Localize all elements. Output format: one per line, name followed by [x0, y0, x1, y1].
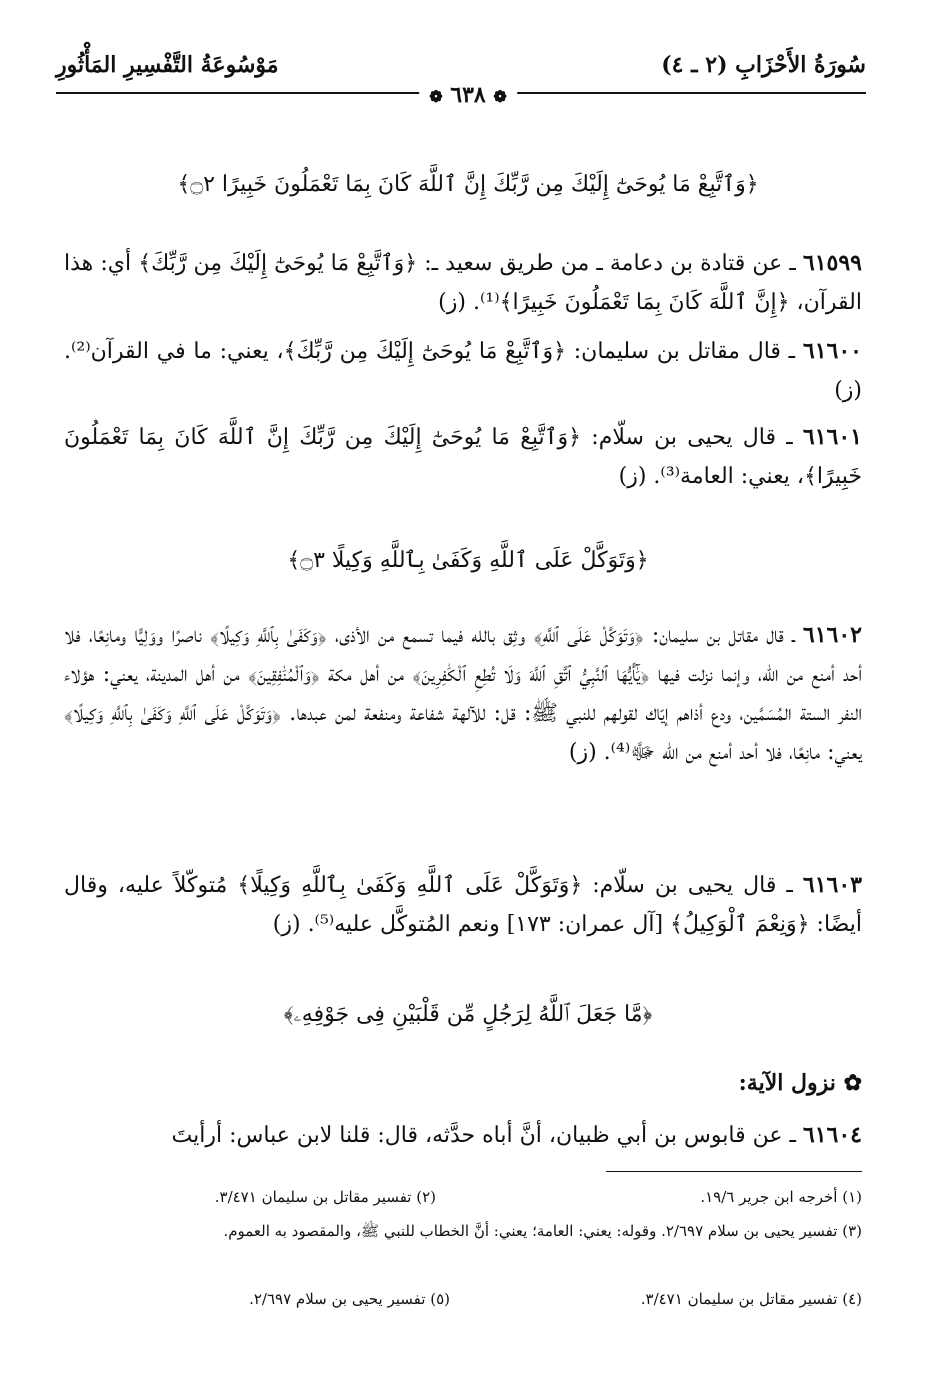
footnote-3: (٣) تفسير يحيى بن سلام ٢/٦٩٧. وقوله: يعني: العامة؛ يعني: أنَّ الخطاب للنبي ﷺ، والمقصود به العموم.: [223, 1222, 862, 1240]
narration-text: ـ عن قتادة بن دعامة ـ من طريق سعيد ـ: ﴿وَٱتَّبِعْ مَا يُوحَىٰٓ إِلَيْكَ مِن رَّبِّكَ﴾ أي: هذا القرآن، ﴿إِنَّ ٱللَّهَ كَانَ بِمَا تَعْمَلُونَ خَبِيرًا﴾⁽¹⁾. (ز): [64, 251, 862, 315]
ornament-icon: ❁: [493, 87, 507, 106]
footnote-5: (٥) تفسير يحيى بن سلام ٢/٦٩٧.: [249, 1290, 450, 1308]
section-heading: [739, 1064, 862, 1103]
narration-number: ٦١٦٠٣: [802, 872, 862, 898]
narration-text: ـ قال مقاتل بن سليمان: ﴿وَٱتَّبِعْ مَا يُوحَىٰٓ إِلَيْكَ مِن رَّبِّكَ﴾، يعني: ما في القرآن⁽²⁾. (ز): [64, 339, 862, 403]
narration-61603: [64, 866, 862, 944]
quran-verse: ﴿وَتَوَكَّلْ عَلَى ٱللَّهِ وَكَفَىٰ بِٱللَّهِ وَكِيلًا ۝٣﴾: [287, 548, 649, 573]
narration-61601: [64, 418, 862, 496]
footnote-rule: [606, 1171, 862, 1172]
page-number-box: [419, 82, 517, 108]
ornament-icon: ❁: [429, 87, 443, 106]
narration-number: ٦١٦٠١: [802, 424, 862, 450]
book-title: مَوْسُوعَةُ التَّفْسِيرِ المَأْثُورِ: [56, 52, 279, 78]
narration-number: ٦١٥٩٩: [802, 250, 862, 276]
narration-61602: [64, 616, 862, 772]
narration-number: ٦١٦٠٢: [802, 622, 862, 648]
narration-61600: [64, 332, 862, 410]
narration-text: ـ قال يحيى بن سلّام: ﴿وَٱتَّبِعْ مَا يُوحَىٰٓ إِلَيْكَ مِن رَّبِّكَ إِنَّ ٱللَّهَ كَانَ بِمَا تَعْمَلُونَ خَبِيرًا﴾، يعني: العامة⁽³⁾. (ز): [64, 425, 862, 489]
page-number: ٦٣٨: [450, 82, 486, 108]
section-heading-text: نزول الآية:: [738, 1070, 836, 1096]
narration-text: ـ قال يحيى بن سلّام: ﴿وَتَوَكَّلْ عَلَى ٱللَّهِ وَكَفَىٰ بِٱللَّهِ وَكِيلًا﴾ مُتوكّلاً عليه، وقال أيضًا: ﴿وَنِعْمَ ٱلْوَكِيلُ﴾ [آل عمران: ١٧٣] ونعم المُتوكَّل عليه⁽⁵⁾. (ز): [64, 873, 862, 937]
quran-verse: ﴿مَّا جَعَلَ ٱللَّهُ لِرَجُلٍ مِّن قَلْبَيْنِ فِى جَوْفِهِۦ﴾: [283, 1002, 653, 1027]
flower-ornament-icon: ✿: [843, 1070, 862, 1096]
quran-verse: ﴿وَٱتَّبِعْ مَا يُوحَىٰٓ إِلَيْكَ مِن رَّبِّكَ إِنَّ ٱللَّهَ كَانَ بِمَا تَعْمَلُونَ خَبِيرًا ۝٢﴾: [177, 172, 759, 197]
surah-title: سُورَةُ الأَحْزَابِ (٢ ـ ٤): [661, 52, 866, 78]
narration-61604: [64, 1116, 862, 1155]
footnote-4: (٤) تفسير مقاتل بن سليمان ٣/٤٧١.: [640, 1290, 862, 1308]
narration-number: ٦١٦٠٤: [802, 1122, 862, 1148]
narration-61599: [64, 244, 862, 322]
narration-number: ٦١٦٠٠: [802, 338, 862, 364]
narration-text: ـ قال مقاتل بن سليمان: ﴿وَتَوَكَّلْ عَلَى ٱللَّهِ﴾ وثِق بالله فيما تسمع من الأذى، ﴿وَكَفَىٰ بِٱللَّهِ وَكِيلًا﴾ ناصرًا ووَلِيًّا ومانِعًا، فلا أحد أمنع من الله، وإنما نزلت فيها ﴿يَٰٓأَيُّهَا ٱلنَّبِيُّ ٱتَّقِ ٱللَّهَ وَلَا تُطِعِ ٱلْكَٰفِرِينَ﴾ من أهل مكة ﴿وَٱلْمُنَٰفِقِينَ﴾ من أهل المدينة، يعني: هؤلاء النفر الستة المُسَمَّين، ودع أذاهم إيّاك لقولهم للنبي ﷺ: قل: للآلهة شفاعة ومنفعة لمن عبدها. ﴿وَتَوَكَّلْ عَلَى ٱللَّهِ وَكَفَىٰ بِٱللَّهِ وَكِيلًا﴾ يعني: مانِعًا، فلا أحد أمنع من الله ﷻ⁽⁴⁾. (ز): [64, 623, 862, 765]
narration-text: ـ عن قابوس بن أبي ظبيان، أنَّ أباه حدَّثه، قال: قلنا لابن عباس: أرأيتَ: [171, 1123, 803, 1148]
footnote-2: (٢) تفسير مقاتل بن سليمان ٣/٤٧١.: [214, 1188, 436, 1206]
footnote-1: (١) أخرجه ابن جرير ١٩/٦.: [700, 1188, 862, 1206]
